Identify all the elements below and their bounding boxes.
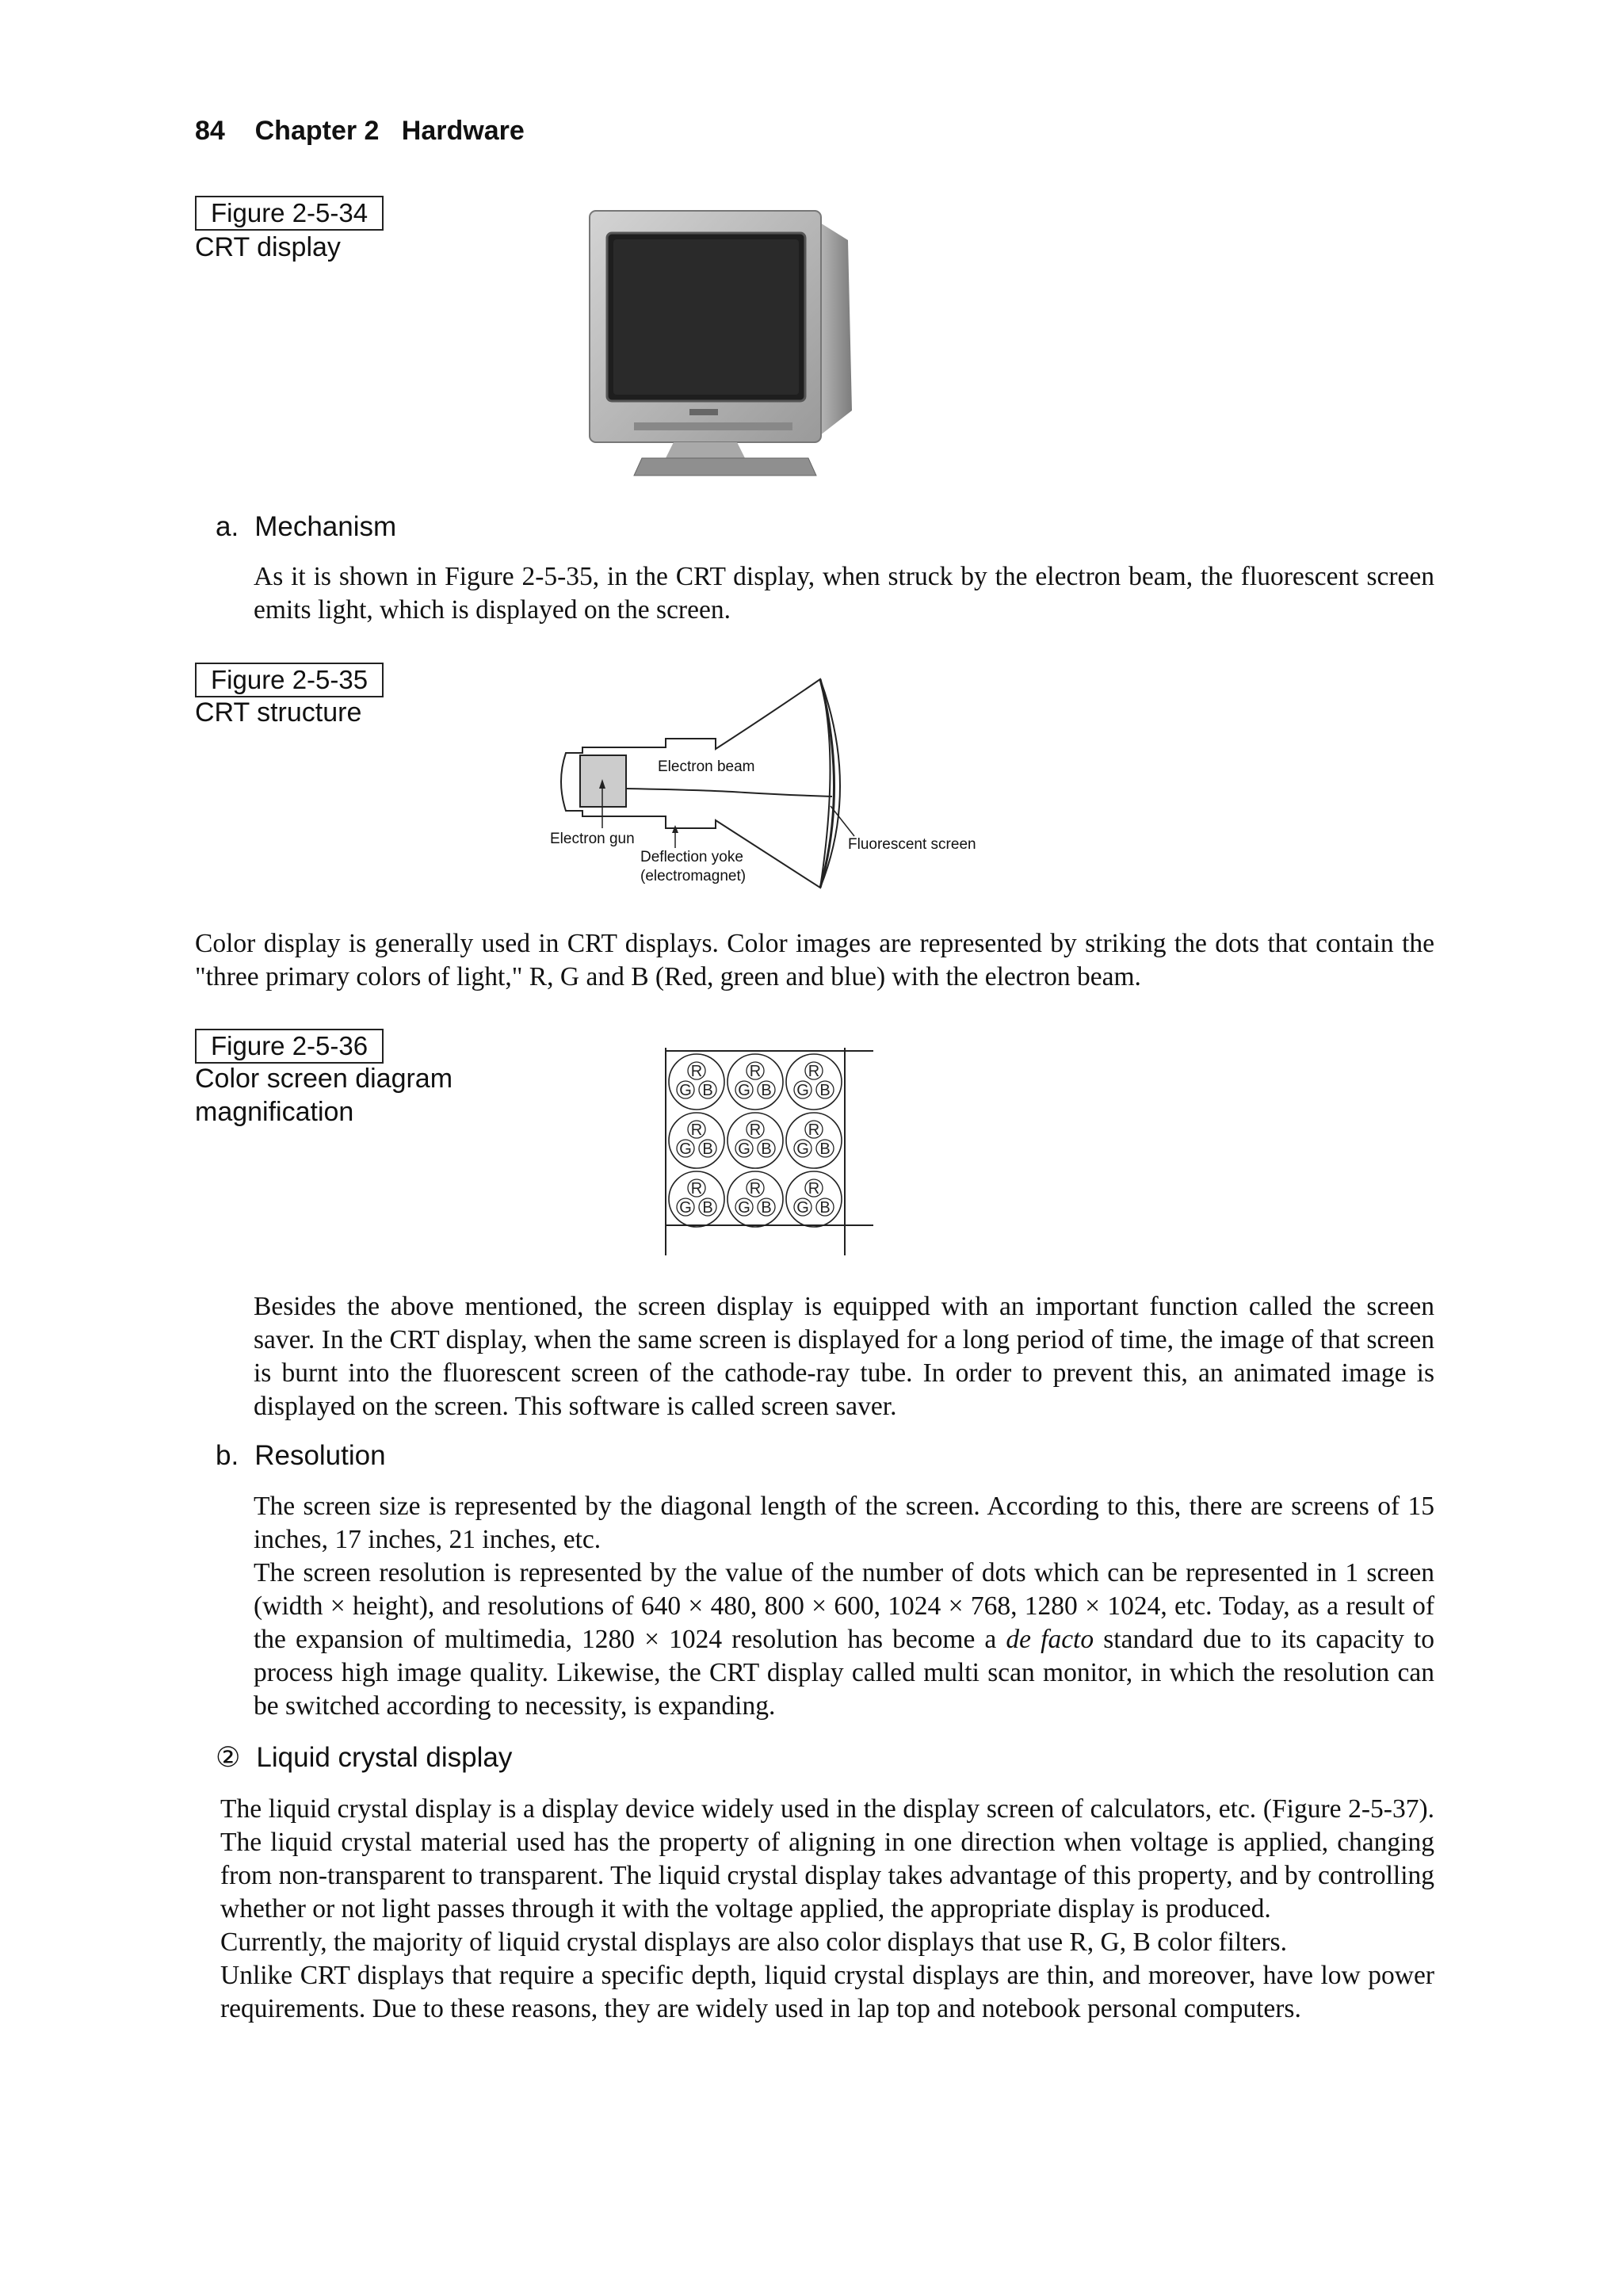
lcd-paragraph-3: Unlike CRT displays that require a specific depth, liquid crystal displays are thin, and moreover, have low power requirements. Due to these reasons, they are widely used in lap top and notebook personal computers.	[220, 1961, 1434, 2023]
resolution-paragraphs	[254, 1490, 1434, 1723]
lcd-heading	[216, 1742, 512, 1774]
rgb-dot-cell	[786, 1113, 842, 1168]
phosphor-letter-g: G	[738, 1199, 750, 1217]
section-label: Hardware	[401, 116, 525, 146]
chapter-label: Chapter 2	[254, 116, 380, 146]
phosphor-letter-b: B	[819, 1140, 831, 1158]
rgb-dot-cell	[727, 1054, 783, 1110]
phosphor-letter-g: G	[796, 1082, 809, 1099]
deflection-yoke-label: Deflection yoke	[640, 849, 743, 865]
phosphor-letter-b: B	[819, 1082, 831, 1099]
lcd-paragraph-2: Currently, the majority of liquid crystal displays are also color displays that use R, G, B color filters.	[220, 1927, 1287, 1957]
phosphor-letter-g: G	[679, 1199, 692, 1217]
phosphor-letter-b: B	[761, 1140, 772, 1158]
rgb-dot-cell	[727, 1113, 783, 1168]
crt-logo-mark	[689, 409, 718, 415]
phosphor-letter-g: G	[796, 1140, 809, 1158]
electron-beam-label: Electron beam	[658, 758, 755, 775]
figure-caption: CRT structure	[195, 697, 362, 728]
crt-structure-diagram	[547, 670, 991, 900]
screen-saver-paragraph	[254, 1290, 1434, 1423]
color-display-text: Color display is generally used in CRT displays. Color images are represented by striking the dots that contain the "three primary colors of light," R, G and B (Red, green and blue) with the electron beam.	[195, 929, 1434, 991]
mechanism-text: As it is shown in Figure 2-5-35, in the CRT display, when struck by the electron beam, the fluorescent screen emits light, which is displayed on the screen.	[254, 562, 1434, 625]
phosphor-letter-r: R	[808, 1063, 820, 1080]
phosphor-letter-r: R	[808, 1180, 820, 1198]
phosphor-letter-r: R	[808, 1121, 820, 1139]
electron-gun-label: Electron gun	[550, 831, 635, 847]
running-header	[195, 116, 525, 147]
color-display-paragraph	[195, 927, 1434, 994]
phosphor-letter-b: B	[819, 1199, 831, 1217]
de-facto-italic: de facto	[1006, 1625, 1094, 1654]
section-a-marker: a.	[216, 511, 239, 542]
fluorescent-screen-label: Fluorescent screen	[848, 836, 976, 853]
figure-number-box: Figure 2-5-36	[195, 1029, 384, 1064]
lcd-title: Liquid crystal display	[256, 1742, 513, 1773]
crt-control-strip	[634, 422, 792, 430]
section-b-marker: b.	[216, 1440, 239, 1471]
rgb-dot-cell	[669, 1113, 724, 1168]
phosphor-letter-g: G	[796, 1199, 809, 1217]
phosphor-letter-r: R	[690, 1180, 703, 1198]
resolution-text-b: standard due to its capacity to process high image quality. Likewise, the CRT display called multi scan monitor, in which the resolution can be switched according to necessity, is expanding.	[254, 1625, 1434, 1721]
figure-caption: Color screen diagram magnification	[195, 1064, 453, 1127]
crt-monitor-image	[579, 197, 864, 488]
crt-screen-glass	[613, 239, 799, 395]
screen-saver-text: Besides the above mentioned, the screen display is equipped with an important function called the screen saver. In the CRT display, when the same screen is displayed for a long period of time, the image of that screen is burnt into the fluorescent screen of the cathode-ray tube. In order to prevent this, an animated image is displayed on the screen. This software is called screen saver.	[254, 1292, 1434, 1421]
rgb-dot-cell	[786, 1054, 842, 1110]
crt-stand-base	[634, 458, 816, 476]
phosphor-letter-r: R	[749, 1180, 762, 1198]
resolution-paragraph-2	[254, 1557, 1434, 1723]
lcd-paragraphs	[220, 1793, 1434, 2026]
phosphor-letter-r: R	[690, 1121, 703, 1139]
color-dot-grid	[663, 1048, 876, 1255]
resolution-paragraph-1: The screen size is represented by the diagonal length of the screen. According to this, there are screens of 15 inches, 17 inches, 21 inches, etc.	[254, 1492, 1434, 1554]
rgb-dot-cell	[727, 1171, 783, 1227]
lcd-paragraph-1: The liquid crystal display is a display device widely used in the display screen of calculators, etc. (Figure 2-5-37). The liquid crystal material used has the property of aligning in one direction when voltage is applied, changing from non-transparent to transparent. The liquid crystal display takes advantage of this property, and by controlling whether or not light passes through it with the voltage applied, the appropriate display is produced.	[220, 1794, 1434, 1924]
mechanism-paragraph	[254, 560, 1434, 627]
phosphor-letter-b: B	[702, 1082, 713, 1099]
phosphor-letter-g: G	[679, 1140, 692, 1158]
screen-pointer	[831, 806, 854, 836]
electromagnet-label: (electromagnet)	[640, 868, 747, 884]
phosphor-letter-g: G	[738, 1140, 750, 1158]
rgb-dot-cell	[786, 1171, 842, 1227]
dot-cells	[669, 1054, 842, 1227]
phosphor-letter-b: B	[702, 1199, 713, 1217]
section-b-title: Resolution	[254, 1440, 386, 1471]
phosphor-letter-b: B	[702, 1140, 713, 1158]
rgb-dot-cell	[669, 1171, 724, 1227]
phosphor-letter-r: R	[749, 1063, 762, 1080]
lcd-marker: ②	[216, 1742, 241, 1773]
page-number: 84	[195, 116, 225, 146]
section-a-heading	[216, 511, 396, 543]
electron-gun	[580, 755, 626, 807]
section-a-title: Mechanism	[254, 511, 397, 542]
phosphor-letter-g: G	[679, 1082, 692, 1099]
phosphor-letter-g: G	[738, 1082, 750, 1099]
section-b-heading	[216, 1440, 386, 1472]
figure-number-box: Figure 2-5-35	[195, 663, 384, 697]
crt-stand-neck	[666, 442, 745, 458]
phosphor-letter-r: R	[749, 1121, 762, 1139]
phosphor-letter-b: B	[761, 1199, 772, 1217]
resolution-text-a: The screen resolution is represented by the value of the number of dots which can be represented in 1 screen (width × height), and resolutions of 640 × 480, 800 × 600, 1024 × 768, 1280 × 1024, etc. Today, as a result of the expansion of multimedia, 1280 × 1024 resolution has become a	[254, 1558, 1434, 1654]
phosphor-letter-r: R	[690, 1063, 703, 1080]
phosphor-letter-b: B	[761, 1082, 772, 1099]
rgb-dot-cell	[669, 1054, 724, 1110]
figure-number-box: Figure 2-5-34	[195, 196, 384, 231]
figure-caption: CRT display	[195, 232, 341, 262]
